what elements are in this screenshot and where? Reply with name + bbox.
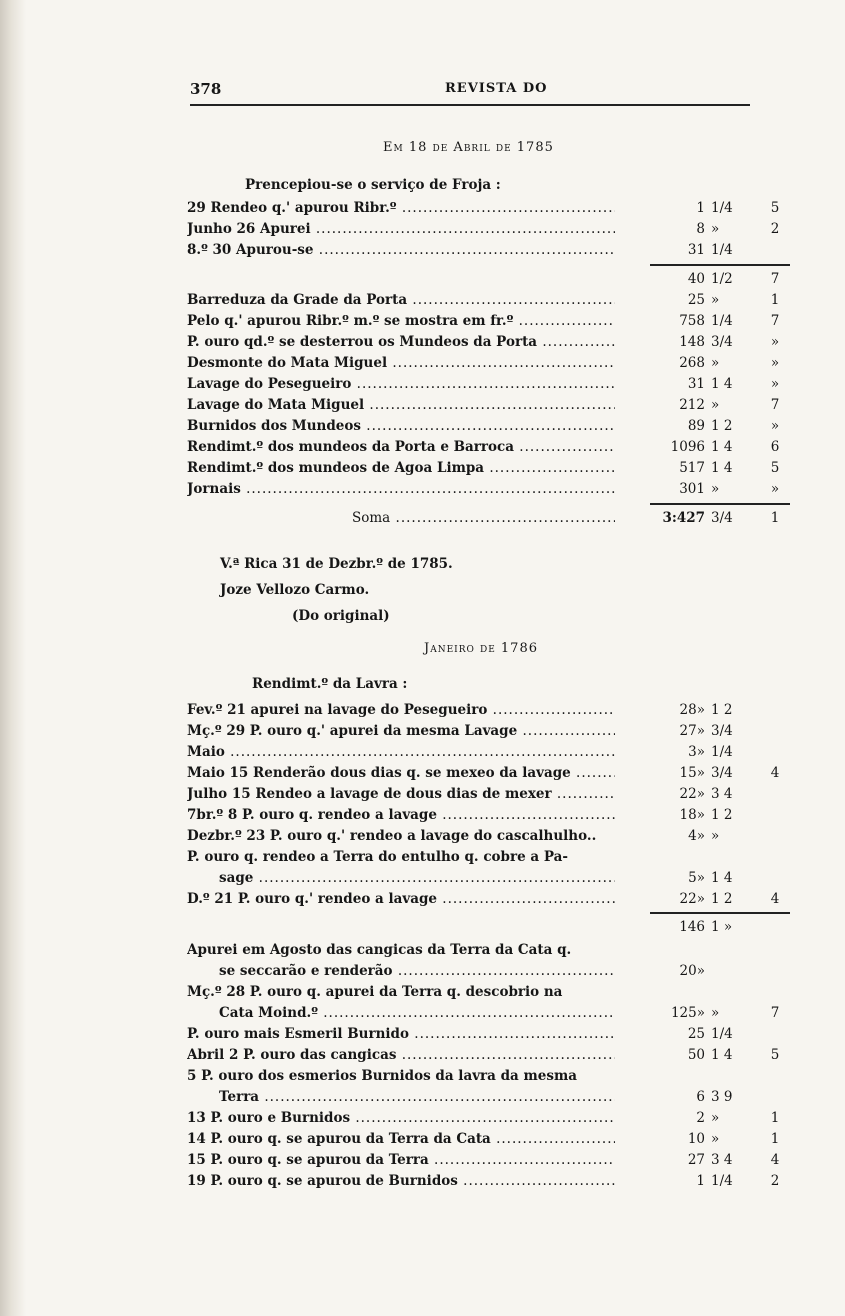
row-value-1: 146: [679, 919, 705, 935]
row-label: sage .....: [219, 868, 615, 888]
row-value-1: 517: [679, 460, 705, 476]
row-label: se seccarão e renderão .....: [219, 961, 615, 981]
row-value-1: 89: [687, 418, 705, 434]
subtotal-rule: [650, 912, 790, 914]
row-value-1: 212: [679, 397, 705, 413]
row-value-1: 22»: [679, 786, 705, 802]
ledger-row: [187, 940, 787, 960]
source-note: (Do original): [292, 608, 390, 624]
row-label: Lavage do Pesegueiro .....: [187, 374, 615, 394]
book-spine-shadow: [0, 0, 26, 1316]
row-value-3: »: [770, 481, 780, 497]
row-value-1: 15»: [679, 765, 705, 781]
row-label: Lavage do Mata Miguel .....: [187, 395, 615, 415]
ledger-row: [187, 332, 787, 352]
ledger-row: [187, 395, 787, 415]
page-header: [190, 80, 750, 102]
row-value-3: 7: [770, 1005, 780, 1021]
row-label: Mç.º 28 P. ouro q. apurei da Terra q. descobrio na: [187, 984, 563, 1000]
row-value-3: 5: [770, 1047, 780, 1063]
row-value-2: 1 »: [711, 919, 733, 935]
row-value-1: 50: [687, 1047, 705, 1063]
row-label: Jornais .....: [187, 479, 615, 499]
row-value-1: 268: [679, 355, 705, 371]
row-value-2: 3 9: [711, 1089, 733, 1105]
row-label: P. ouro q. rendeo a Terra do entulho q. cobre a Pa-: [187, 849, 568, 865]
row-value-3: 5: [770, 200, 780, 216]
row-label: Rendimt.º dos mundeos de Agoa Limpa .....: [187, 458, 615, 478]
row-value-3: 7: [770, 397, 780, 413]
row-label: Terra .....: [219, 1087, 615, 1107]
subtotal-row: [187, 269, 787, 289]
ledger-row: [187, 721, 787, 741]
row-value-2: 3/4: [711, 765, 733, 781]
row-value-3: 7: [770, 271, 780, 287]
ledger-row: [187, 742, 787, 762]
row-value-2: 1 4: [711, 1047, 733, 1063]
row-value-2: 1 2: [711, 702, 733, 718]
ledger-row: [187, 1045, 787, 1065]
row-value-2: »: [711, 397, 720, 413]
ledger-row: [187, 700, 787, 720]
ledger-row: [187, 219, 787, 239]
row-value-1: 4»: [688, 828, 705, 844]
ledger-row: [187, 479, 787, 499]
row-value-1: 301: [679, 481, 705, 497]
row-label: 13 P. ouro e Burnidos .....: [187, 1108, 615, 1128]
subtotal-row: [187, 917, 787, 937]
row-label: 15 P. ouro q. se apurou da Terra .....: [187, 1150, 615, 1170]
row-value-3: 7: [770, 313, 780, 329]
row-label: Maio 15 Renderão dous dias q. se mexeo da lavage .....: [187, 763, 615, 783]
section2-heading: Janeiro de 1786: [424, 641, 538, 656]
row-value-2: »: [711, 828, 720, 844]
ledger-row: [187, 1024, 787, 1044]
row-label: Rendimt.º dos mundeos da Porta e Barroca .....: [187, 437, 615, 457]
row-value-1: 1: [696, 200, 705, 216]
row-label: Apurei em Agosto das cangicas da Terra da Cata q.: [187, 942, 572, 958]
row-value-1: 28»: [679, 702, 705, 718]
row-value-2: 1/2: [711, 271, 733, 287]
ledger-row: [187, 1108, 787, 1128]
section1-heading: Em 18 de Abril de 1785: [383, 140, 554, 155]
row-value-3: 1: [770, 1110, 780, 1126]
row-label: 14 P. ouro q. se apurou da Terra da Cata .....: [187, 1129, 615, 1149]
row-value-2: »: [711, 221, 720, 237]
row-value-2: 1 4: [711, 870, 733, 886]
ledger-row: [187, 889, 787, 909]
row-label: Abril 2 P. ouro das cangicas .....: [187, 1045, 615, 1065]
row-value-3: 1: [770, 292, 780, 308]
row-value-1: 31: [687, 242, 705, 258]
ledger-row: [187, 458, 787, 478]
row-value-1: 8: [696, 221, 705, 237]
signature-place-date: V.ª Rica 31 de Dezbr.º de 1785.: [220, 556, 453, 572]
row-value-2: 1/4: [711, 242, 733, 258]
row-value-3: 1: [770, 1131, 780, 1147]
section2-intro: Rendimt.º da Lavra :: [252, 676, 408, 692]
row-value-3: 4: [770, 765, 780, 781]
ledger-row: [187, 805, 787, 825]
total-label: Soma .....: [352, 508, 615, 528]
ledger-row: [187, 1150, 787, 1170]
row-value-3: »: [770, 355, 780, 371]
header-rule: [190, 104, 750, 106]
row-value-1: 18»: [679, 807, 705, 823]
ledger-row: [187, 847, 787, 867]
ledger-row: [187, 1171, 787, 1191]
row-value-3: 2: [770, 221, 780, 237]
row-value-2: 1 2: [711, 891, 733, 907]
ledger-row: [187, 437, 787, 457]
row-value-1: 148: [679, 334, 705, 350]
row-value-1: 1096: [670, 439, 705, 455]
ledger-row: [187, 353, 787, 373]
row-label: P. ouro mais Esmeril Burnido .....: [187, 1024, 615, 1044]
row-value-1: 20»: [679, 963, 705, 979]
total-row: [187, 508, 787, 528]
ledger-row: [187, 1003, 787, 1023]
row-value-1: 5»: [688, 870, 705, 886]
row-label: Cata Moind.º .....: [219, 1003, 615, 1023]
row-label: Desmonte do Mata Miguel .....: [187, 353, 615, 373]
row-value-2: 1/4: [711, 744, 733, 760]
row-value-1: 25: [687, 292, 705, 308]
row-value-1: 758: [679, 313, 705, 329]
row-label: Mç.º 29 P. ouro q.' apurei da mesma Lavage .....: [187, 721, 615, 741]
row-value-3: »: [770, 334, 780, 350]
row-value-3: 1: [770, 510, 780, 526]
row-value-1: 10: [687, 1131, 705, 1147]
row-value-2: »: [711, 355, 720, 371]
row-value-2: 1 2: [711, 807, 733, 823]
row-value-3: »: [770, 376, 780, 392]
row-value-1: 40: [687, 271, 705, 287]
signature-name: Joze Vellozo Carmo.: [220, 582, 370, 598]
row-label: 5 P. ouro dos esmerios Burnidos da lavra da mesma: [187, 1068, 577, 1084]
row-label: Pelo q.' apurou Ribr.º m.º se mostra em fr.º .....: [187, 311, 615, 331]
page-number: 378: [190, 80, 222, 98]
row-value-2: 3/4: [711, 510, 733, 526]
ledger-row: [187, 1087, 787, 1107]
row-label: 7br.º 8 P. ouro q. rendeo a lavage .....: [187, 805, 615, 825]
ledger-row: [187, 826, 787, 846]
ledger-row: [187, 763, 787, 783]
row-value-2: 1 4: [711, 376, 733, 392]
subtotal-rule: [650, 264, 790, 266]
row-value-2: 1/4: [711, 1026, 733, 1042]
row-value-2: 3/4: [711, 334, 733, 350]
ledger-row: [187, 961, 787, 981]
row-value-2: 3 4: [711, 1152, 733, 1168]
row-value-2: 1 4: [711, 460, 733, 476]
ledger-row: [187, 311, 787, 331]
ledger-row: [187, 982, 787, 1002]
ledger-row: [187, 1066, 787, 1086]
row-value-1: 22»: [679, 891, 705, 907]
row-value-2: 3/4: [711, 723, 733, 739]
row-label: Fev.º 21 apurei na lavage do Pesegueiro .....: [187, 700, 615, 720]
row-label: Dezbr.º 23 P. ouro q.' rendeo a lavage do cascalhulho..: [187, 828, 597, 844]
row-value-3: 2: [770, 1173, 780, 1189]
ledger-row: [187, 198, 787, 218]
row-value-1: 27»: [679, 723, 705, 739]
row-label: Burnidos dos Mundeos .....: [187, 416, 615, 436]
row-value-2: 1/4: [711, 313, 733, 329]
row-value-1: 3:427: [662, 510, 705, 526]
row-value-1: 25: [687, 1026, 705, 1042]
row-value-2: »: [711, 1131, 720, 1147]
row-value-1: 2: [696, 1110, 705, 1126]
row-value-2: 1 4: [711, 439, 733, 455]
row-value-2: 1/4: [711, 1173, 733, 1189]
ledger-row: [187, 416, 787, 436]
row-value-3: 4: [770, 1152, 780, 1168]
row-label: Barreduza da Grade da Porta .....: [187, 290, 615, 310]
row-value-1: 27: [687, 1152, 705, 1168]
row-value-1: 31: [687, 376, 705, 392]
row-value-3: 4: [770, 891, 780, 907]
section1-intro: Prencepiou-se o serviço de Froja :: [245, 177, 501, 193]
row-value-1: 125»: [670, 1005, 705, 1021]
row-label: Junho 26 Apurei .....: [187, 219, 615, 239]
row-label: 29 Rendeo q.' apurou Ribr.º .....: [187, 198, 615, 218]
row-value-2: 1 2: [711, 418, 733, 434]
row-label: P. ouro qd.º se desterrou os Mundeos da Porta .....: [187, 332, 615, 352]
row-value-2: »: [711, 1005, 720, 1021]
row-value-3: »: [770, 418, 780, 434]
row-label: Maio .....: [187, 742, 615, 762]
row-value-2: 3 4: [711, 786, 733, 802]
ledger-row: [187, 374, 787, 394]
row-value-3: 6: [770, 439, 780, 455]
row-value-1: 3»: [688, 744, 705, 760]
row-label: 19 P. ouro q. se apurou de Burnidos .....: [187, 1171, 615, 1191]
row-value-2: 1/4: [711, 200, 733, 216]
row-value-1: 1: [696, 1173, 705, 1189]
row-value-3: 5: [770, 460, 780, 476]
total-rule: [650, 503, 790, 505]
row-value-2: »: [711, 292, 720, 308]
running-title: REVISTA DO: [445, 81, 548, 96]
ledger-row: [187, 868, 787, 888]
row-label: D.º 21 P. ouro q.' rendeo a lavage .....: [187, 889, 615, 909]
row-value-2: »: [711, 481, 720, 497]
ledger-row: [187, 1129, 787, 1149]
row-value-2: »: [711, 1110, 720, 1126]
ledger-row: [187, 290, 787, 310]
row-label: 8.º 30 Apurou-se .....: [187, 240, 615, 260]
ledger-row: [187, 240, 787, 260]
ledger-row: [187, 784, 787, 804]
row-value-1: 6: [696, 1089, 705, 1105]
row-label: Julho 15 Rendeo a lavage de dous dias de mexer .....: [187, 784, 615, 804]
